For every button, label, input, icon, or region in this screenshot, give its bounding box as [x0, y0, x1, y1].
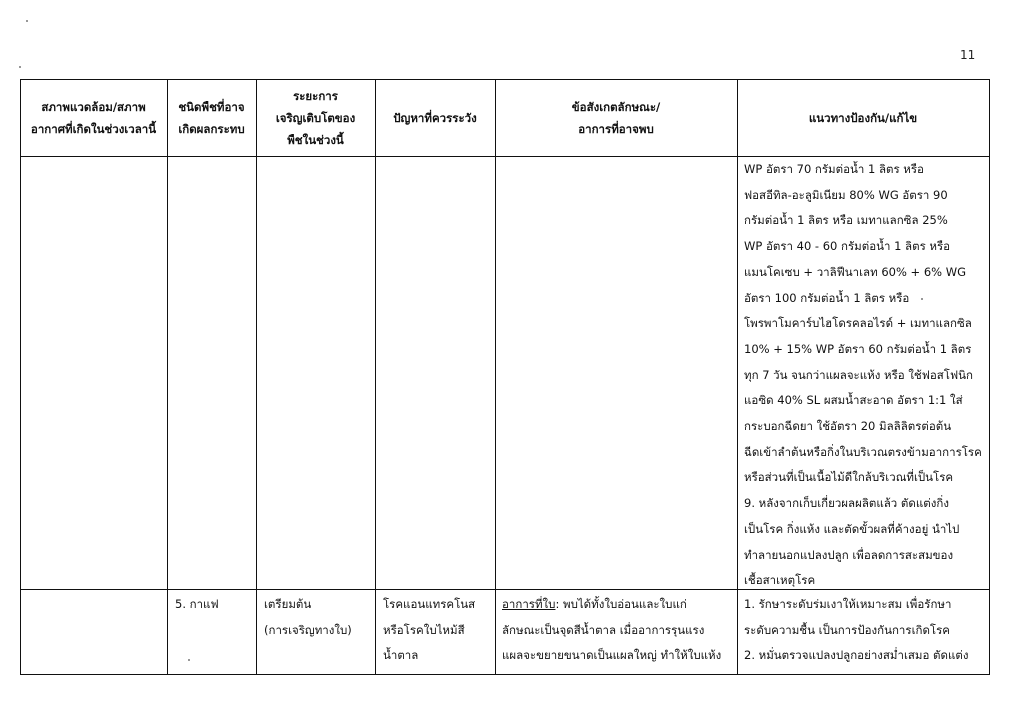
text-line: แมนโคเซบ + วาลิฟีนาเลท 60% + 6% WG	[744, 264, 967, 279]
table-left-border	[20, 79, 21, 675]
text-line: 2. หมั่นตรวจแปลงปลูกอย่างสม่ำเสมอ ตัดแต่ง	[744, 648, 969, 663]
text-line: ลักษณะเป็นจุดสีน้ำตาล เมื่ออาการรุนแรง	[502, 622, 705, 637]
header-crop	[167, 79, 256, 156]
header-line: อากาศที่เกิดในช่วงเวลานี้	[30, 121, 157, 136]
table-right-border	[989, 79, 990, 675]
header-symptoms	[495, 79, 737, 156]
text-line	[502, 592, 736, 618]
text-line: ทุก 7 วัน จนกว่าแผลจะแห้ง หรือ ใช้ฟอสโฟนิก	[744, 367, 973, 382]
text-line: โพรพาโมคาร์บไฮโดรคลอไรด์ + เมทาแลกซิล	[744, 316, 972, 331]
header-line: เจริญเติบโตของ	[275, 110, 356, 125]
column-separator	[256, 79, 257, 675]
text-line: ฉีดเข้าลำต้นหรือกิ่งในบริเวณตรงข้ามอาการโรค	[744, 444, 982, 459]
column-separator	[737, 79, 738, 675]
scan-speck	[188, 659, 190, 661]
text-line: หรือโรคใบไหม้สี	[383, 622, 465, 637]
header-environment	[20, 79, 167, 156]
header-line: ชนิดพืชที่อาจ	[178, 99, 245, 114]
text-line: ระดับความชื้น เป็นการป้องกันการเกิดโรค	[744, 622, 950, 637]
text-line: ฟอสอีทิล-อะลูมิเนียม 80% WG อัตรา 90	[744, 187, 948, 202]
text-line: น้ำตาล	[383, 648, 419, 663]
symptom-text: : พบได้ทั้งใบอ่อนและใบแก่	[555, 597, 687, 611]
header-line: ปัญหาที่ควรระวัง	[393, 110, 477, 125]
row2-symptoms-cell	[502, 592, 736, 669]
scan-speck	[19, 66, 21, 68]
symptom-label: อาการที่ใบ	[502, 597, 556, 611]
text-line: อัตรา 100 กรัมต่อน้ำ 1 ลิตร หรือ	[744, 290, 910, 305]
text-line: กระบอกฉีดยา ใช้อัตรา 20 มิลลิลิตรต่อต้น	[744, 419, 952, 434]
column-separator	[167, 79, 168, 675]
row1-prevention-cell	[744, 157, 988, 594]
text-line: ทำลายนอกแปลงปลูก เพื่อลดการสะสมของ	[744, 547, 954, 562]
header-prevention	[737, 79, 989, 156]
header-line: สภาพแวดล้อม/สภาพ	[41, 99, 146, 114]
header-line: พืชในช่วงนี้	[287, 132, 344, 147]
text-line: แผลจะขยายขนาดเป็นแผลใหญ่ ทำให้ใบแห้ง	[502, 648, 722, 663]
header-growth-stage	[256, 79, 375, 156]
scan-speck	[26, 20, 28, 22]
text-line: เตรียมต้น	[264, 597, 312, 611]
text-line: 9. หลังจากเก็บเกี่ยวผลผลิตแล้ว ตัดแต่งกิ่ง	[744, 496, 949, 511]
text-line: กรัมต่อน้ำ 1 ลิตร หรือ เมทาแลกซิล 25%	[744, 213, 948, 228]
header-problem	[375, 79, 495, 156]
row2-prevention-cell	[744, 592, 988, 669]
row2-stage-cell	[264, 592, 374, 643]
column-separator	[495, 79, 496, 675]
header-line: อาการที่อาจพบ	[578, 121, 654, 136]
column-separator	[375, 79, 376, 675]
crop-name: 5. กาแฟ	[175, 597, 219, 611]
text-line: หรือส่วนที่เป็นเนื้อไม้ดีใกล้บริเวณที่เป็นโรค	[744, 470, 954, 485]
header-line: เกิดผลกระทบ	[178, 121, 245, 136]
header-line: ระยะการ	[293, 88, 338, 103]
text-line: 10% + 15% WP อัตรา 60 กรัมต่อน้ำ 1 ลิตร	[744, 341, 972, 356]
row2-problem-cell	[383, 592, 494, 669]
table-bottom-border	[20, 674, 990, 675]
text-line: โรคแอนแทรคโนส	[383, 597, 476, 611]
guidance-table	[20, 79, 990, 675]
page-number: 11	[960, 48, 976, 62]
header-line: ข้อสังเกตลักษณะ/	[571, 99, 661, 114]
text-line: 1. รักษาระดับร่มเงาให้เหมาะสม เพื่อรักษา	[744, 597, 952, 611]
text-line: (การเจริญทางใบ)	[264, 622, 352, 637]
row2-crop-cell	[175, 592, 255, 618]
scan-speck	[921, 298, 923, 300]
text-line: WP อัตรา 70 กรัมต่อน้ำ 1 ลิตร หรือ	[744, 162, 924, 176]
text-line: เป็นโรค กิ่งแห้ง และตัดขั้วผลที่ค้างอยู่ นำไป	[744, 521, 960, 536]
header-line: แนวทางป้องกัน/แก้ไข	[808, 110, 918, 125]
text-line: WP อัตรา 40 - 60 กรัมต่อน้ำ 1 ลิตร หรือ	[744, 239, 951, 254]
text-line: เชื้อสาเหตุโรค	[744, 573, 816, 588]
text-line: แอซิด 40% SL ผสมน้ำสะอาด อัตรา 1:1 ใส่	[744, 393, 963, 408]
